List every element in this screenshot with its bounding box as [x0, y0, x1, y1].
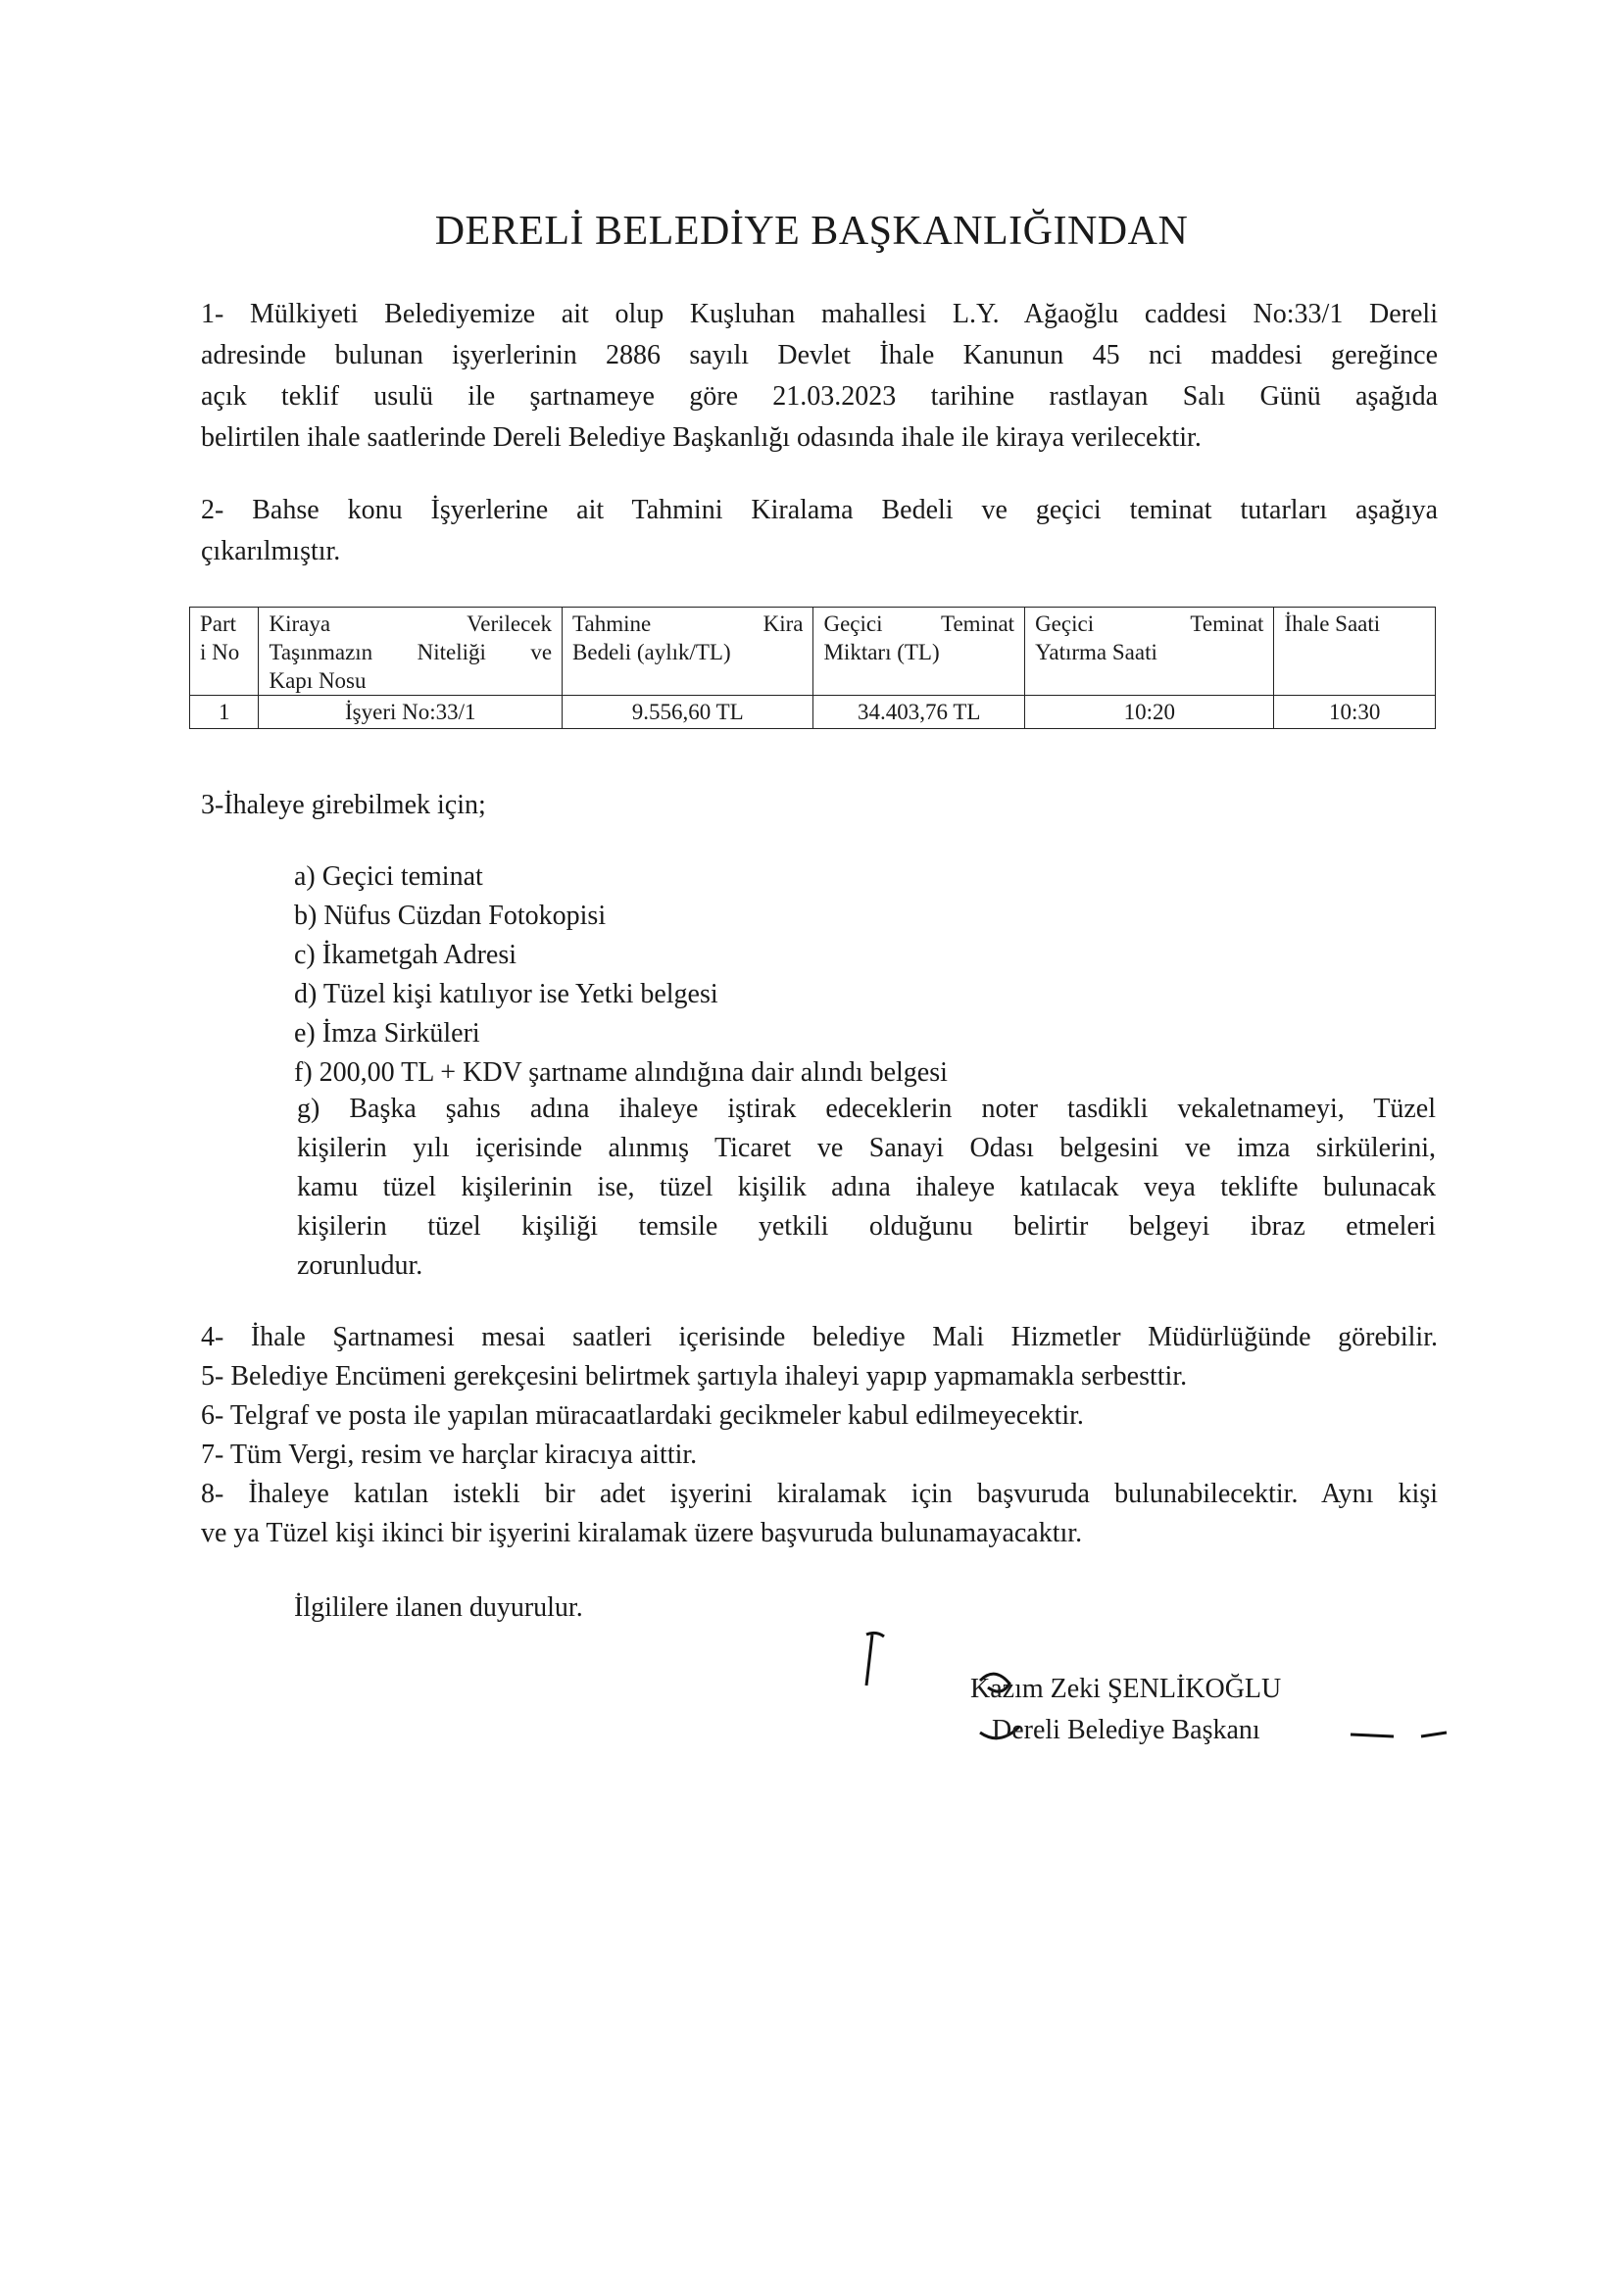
header-text: i No: [200, 640, 240, 664]
requirement-item: e) İmza Sirküleri: [294, 1018, 480, 1049]
note-item: 5- Belediye Encümeni gerekçesini belirtmek şartıyla ihaleyi yapıp yapmamakla serbesttir.: [201, 1361, 1188, 1392]
header-text: Kapı Nosu: [269, 668, 367, 693]
paragraph-line: 1- Mülkiyeti Belediyemize ait olup Kuşluhan mahallesi L.Y. Ağaoğlu caddesi No:33/1 Dereli: [201, 299, 1438, 329]
header-text: Yatırma Saati: [1035, 640, 1157, 664]
signatory-title: Dereli Belediye Başkanı: [992, 1715, 1260, 1745]
note-item: 6- Telgraf ve posta ile yapılan müracaatlardaki gecikmeler kabul edilmeyecektir.: [201, 1400, 1084, 1431]
requirements-list: [294, 857, 948, 1093]
cell-part-no: 1: [190, 696, 259, 729]
requirement-item: f) 200,00 TL + KDV şartname alındığına dair alındı belgesi: [294, 1057, 948, 1088]
cell-property: İşyeri No:33/1: [259, 696, 563, 729]
cell-guarantee: 34.403,76 TL: [813, 696, 1025, 729]
tender-table: [189, 607, 1436, 729]
requirement-g-line: zorunludur.: [297, 1250, 423, 1281]
paragraph-line: 2- Bahse konu İşyerlerine ait Tahmini Kiralama Bedeli ve geçici teminat tutarları aşağıya: [201, 495, 1438, 525]
header-text: İhale Saati: [1284, 611, 1381, 636]
header-text: Geçici Teminat: [823, 611, 1015, 636]
requirement-item: d) Tüzel kişi katılıyor ise Yetki belgesi: [294, 979, 718, 1009]
closing-line: İlgililere ilanen duyurulur.: [294, 1592, 583, 1623]
header-tender-time: [1274, 608, 1436, 696]
cell-rent: 9.556,60 TL: [563, 696, 813, 729]
header-text: Part: [200, 611, 237, 636]
paragraph-1: [201, 294, 1438, 459]
paragraph-line: açık teklif usulü ile şartnameye göre 21.03.2023 tarihine rastlayan Salı Günü aşağıda: [201, 381, 1438, 412]
signatory-name: Kazım Zeki ŞENLİKOĞLU: [970, 1674, 1282, 1704]
requirement-g-line: kişilerin tüzel kişiliği temsile yetkili olduğunu belirtir belgeyi ibraz etmeleri: [297, 1211, 1436, 1242]
requirement-item: a) Geçici teminat: [294, 861, 483, 892]
paragraph-line: belirtilen ihale saatlerinde Dereli Belediye Başkanlığı odasında ihale ile kiraya verilecektir.: [201, 422, 1202, 453]
header-text: Miktarı (TL): [823, 640, 940, 664]
header-text: Kiraya Verilecek: [269, 611, 553, 636]
header-property: [259, 608, 563, 696]
section-3-heading: 3-İhaleye girebilmek için;: [201, 790, 486, 820]
requirement-g: [297, 1090, 1436, 1286]
note-item: 8- İhaleye katılan istekli bir adet işyerini kiralamak için başvuruda bulunabilecektir. Aynı kişi: [201, 1479, 1438, 1509]
header-text: Taşınmazın Niteliği ve: [269, 640, 553, 664]
header-text: Geçici Teminat: [1035, 611, 1264, 636]
cell-deposit-time: 10:20: [1025, 696, 1274, 729]
header-text: Bedeli (aylık/TL): [572, 640, 731, 664]
header-rent: [563, 608, 813, 696]
paragraph-line: çıkarılmıştır.: [201, 536, 341, 566]
notes-list: [201, 1318, 1438, 1553]
note-item: 4- İhale Şartnamesi mesai saatleri içerisinde belediye Mali Hizmetler Müdürlüğünde görebilir.: [201, 1322, 1438, 1352]
table-header-row: [190, 608, 1436, 696]
requirement-item: b) Nüfus Cüzdan Fotokopisi: [294, 901, 607, 931]
paragraph-2: [201, 490, 1438, 572]
header-part-no: [190, 608, 259, 696]
note-item: ve ya Tüzel kişi ikinci bir işyerini kiralamak üzere başvuruda bulunamayacaktır.: [201, 1518, 1083, 1548]
cell-tender-time: 10:30: [1274, 696, 1436, 729]
header-deposit-time: [1025, 608, 1274, 696]
document-title: DERELİ BELEDİYE BAŞKANLIĞINDAN: [434, 209, 1189, 254]
header-guarantee: [813, 608, 1025, 696]
paragraph-line: adresinde bulunan işyerlerinin 2886 sayılı Devlet İhale Kanunun 45 nci maddesi gereğince: [201, 340, 1438, 370]
requirement-item: c) İkametgah Adresi: [294, 940, 517, 970]
requirement-g-line: kişilerin yılı içerisinde alınmış Ticaret ve Sanayi Odası belgesini ve imza sirkülerini,: [297, 1133, 1436, 1163]
requirement-g-line: kamu tüzel kişilerinin ise, tüzel kişilik adına ihaleye katılacak veya teklifte bulunacak: [297, 1172, 1436, 1202]
table-row: [190, 696, 1436, 729]
header-text: Tahmine Kira: [572, 611, 804, 636]
note-item: 7- Tüm Vergi, resim ve harçlar kiracıya aittir.: [201, 1440, 698, 1470]
requirement-g-line: g) Başka şahıs adına ihaleye iştirak edeceklerin noter tasdikli vekaletnameyi, Tüzel: [297, 1094, 1436, 1124]
